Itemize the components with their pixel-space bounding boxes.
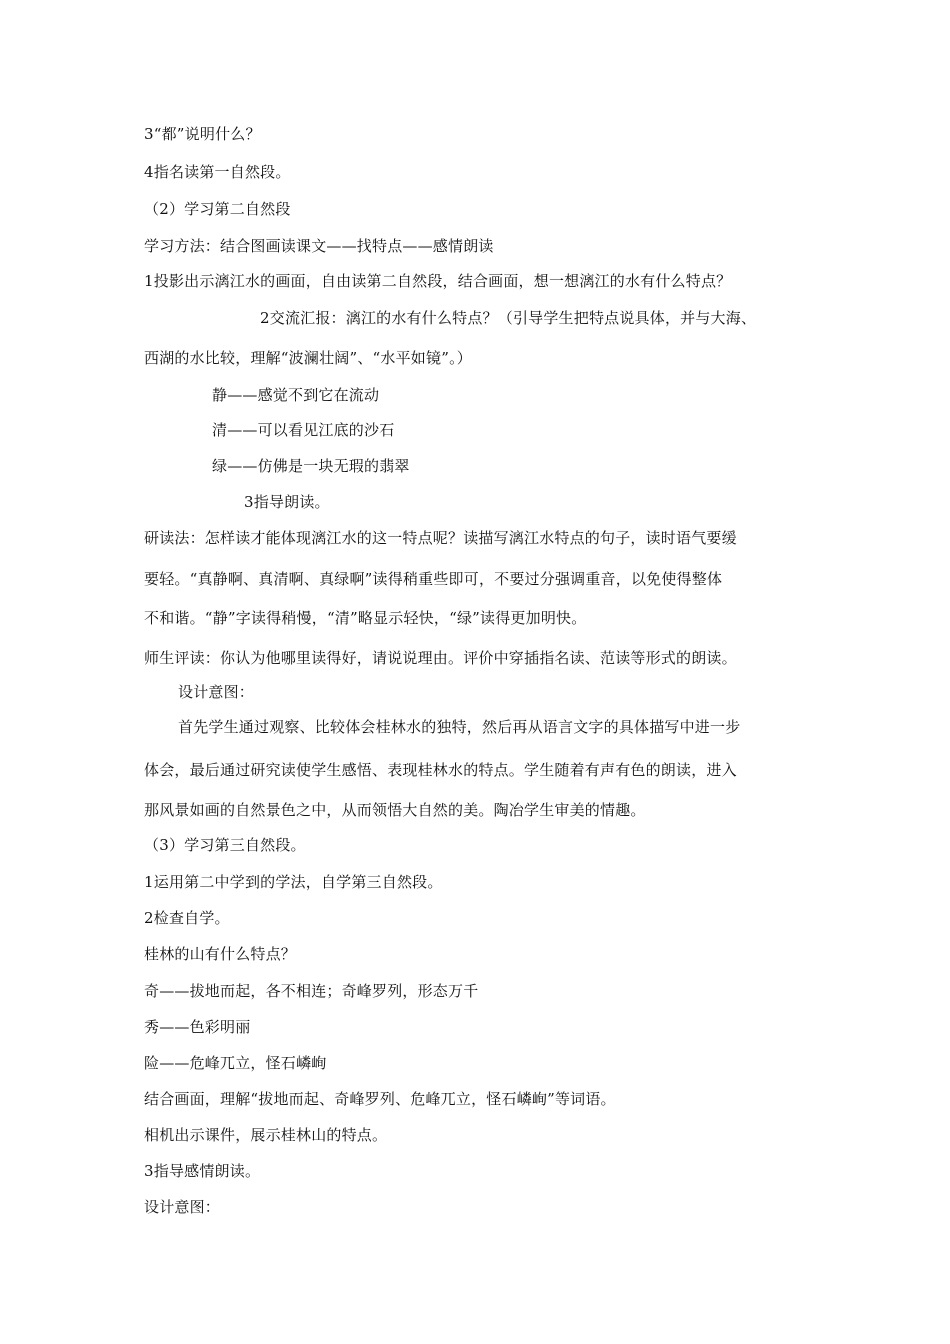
feature-xian: 险——危峰兀立，怪石嶙峋 bbox=[144, 1054, 327, 1072]
step-3-reading: 3指导感情朗读。 bbox=[144, 1162, 261, 1180]
study-method: 学习方法：结合图画读课文——找特点——感情朗读 bbox=[144, 237, 494, 255]
design-intent-heading: 设计意图： bbox=[178, 683, 255, 701]
step-1-self-study: 1运用第二中学到的学法，自学第三自然段。 bbox=[144, 873, 443, 891]
feature-qi: 奇——拔地而起，各不相连；奇峰罗列，形态万千 bbox=[144, 982, 479, 1000]
reading-method-line-3: 不和谐。“静”字读得稍慢，“清”略显示轻快，“绿”读得更加明快。 bbox=[144, 609, 587, 627]
step-1: 1投影出示漓江水的画面，自由读第二自然段，结合画面，想一想漓江的水有什么特点？ bbox=[144, 272, 732, 290]
step-2: 2交流汇报：漓江的水有什么特点？（引导学生把特点说具体，并与大海、 bbox=[260, 309, 757, 327]
step-3: 3指导朗读。 bbox=[244, 493, 330, 511]
design-intent-line-2: 体会，最后通过研究读使学生感悟、表现桂林水的特点。学生随着有声有色的朗读，进入 bbox=[144, 761, 737, 779]
step-2-check: 2检查自学。 bbox=[144, 909, 230, 927]
design-intent-heading-2: 设计意图： bbox=[144, 1198, 221, 1216]
mountain-question: 桂林的山有什么特点？ bbox=[144, 945, 297, 963]
step-2-continued: 西湖的水比较，理解“波澜壮阔”、“水平如镜”。） bbox=[144, 349, 472, 367]
design-intent-line-3: 那风景如画的自然景色之中，从而领悟大自然的美。陶冶学生审美的情趣。 bbox=[144, 801, 646, 819]
section-heading-2: （2）学习第二自然段 bbox=[144, 200, 291, 218]
question-3: 3“都”说明什么？ bbox=[144, 125, 261, 143]
feature-qing: 清——可以看见江底的沙石 bbox=[212, 421, 395, 439]
feature-lv: 绿——仿佛是一块无瑕的翡翠 bbox=[212, 457, 410, 475]
vocabulary-understanding: 结合画面，理解“拔地而起、奇峰罗列、危峰兀立，怪石嶙峋”等词语。 bbox=[144, 1090, 616, 1108]
reading-method: 研读法：怎样读才能体现漓江水的这一特点呢？读描写漓江水特点的句子，读时语气要缓 bbox=[144, 529, 737, 547]
courseware-display: 相机出示课件，展示桂林山的特点。 bbox=[144, 1126, 388, 1144]
section-heading-3: （3）学习第三自然段。 bbox=[144, 836, 306, 854]
peer-evaluation: 师生评读：你认为他哪里读得好，请说说理由。评价中穿插指名读、范读等形式的朗读。 bbox=[144, 649, 737, 667]
step-4: 4指名读第一自然段。 bbox=[144, 163, 291, 181]
reading-method-line-2: 要轻。“真静啊、真清啊、真绿啊”读得稍重些即可，不要过分强调重音，以免使得整体 bbox=[144, 570, 723, 588]
design-intent-line-1: 首先学生通过观察、比较体会桂林水的独特，然后再从语言文字的具体描写中进一步 bbox=[178, 718, 741, 736]
feature-xiu: 秀——色彩明丽 bbox=[144, 1018, 251, 1036]
feature-jing: 静——感觉不到它在流动 bbox=[212, 386, 380, 404]
